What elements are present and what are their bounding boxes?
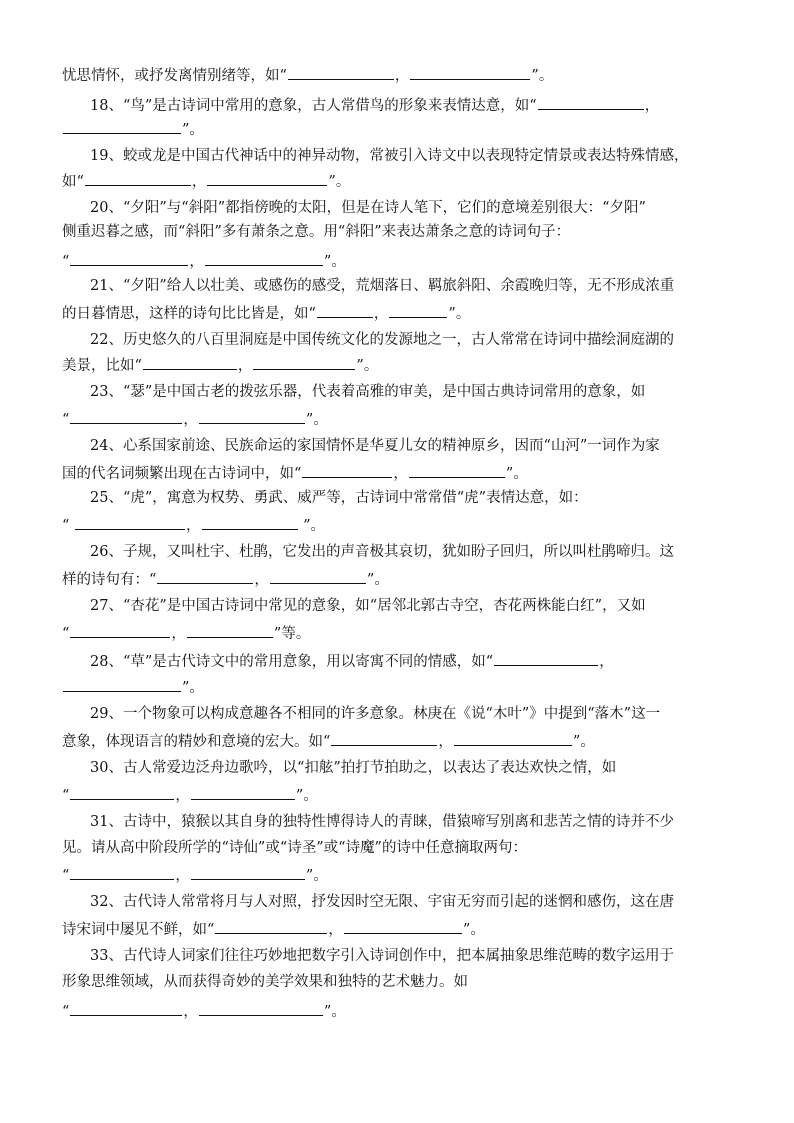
q30-line-1: 30、古人常爱边泛舟边歌吟，以“扣舷”拍打节拍助之，以表达了表达欢快之情，如 — [90, 760, 617, 776]
answer-blank[interactable] — [187, 622, 273, 638]
q32-line-1: 32、古代诗人常常将月与人对照，抒发因时空无限、宇宙无穷而引起的迷惘和感伤，这在唐 — [90, 894, 674, 910]
q21-line-1: 21、“夕阳”给人以壮美、或感伤的感受，荒烟落日、羁旅斜阳、余霞晚归等，无不形成浓重 — [90, 278, 675, 294]
answer-blank[interactable] — [199, 1000, 323, 1016]
q33-line-2: 形象思维领域，从而获得奇妙的美学效果和独特的艺术魅力。如 — [62, 974, 468, 990]
q27-line-2: “ ， ”等。 — [62, 622, 310, 644]
q18-line-1: 18、“鸟”是古诗词中常用的意象，古人常借鸟的形象来表情达意，如“ ， — [90, 94, 659, 116]
q21-line-2: 的日暮情思，这样的诗句比比皆是，如“ ， ”。 — [62, 302, 470, 324]
answer-blank[interactable] — [63, 118, 181, 134]
q22-line-2: 美景，比如“ ， ”。 — [62, 354, 378, 376]
answer-blank[interactable] — [288, 64, 394, 80]
q31-line-1: 31、古诗中，猿猴以其自身的独特性博得诗人的青睐，借猿啼写别离和悲苦之情的诗并不少 — [90, 814, 674, 830]
q33-line-1: 33、古代诗人词家们往往巧妙地把数字引入诗词创作中，把本属抽象思维范畴的数字运用于 — [90, 948, 674, 964]
answer-blank[interactable] — [70, 408, 182, 424]
q24-line-1: 24、心系国家前途、民族命运的家国情怀是华夏儿女的精神原乡，因而“山河”一词作为家 — [90, 438, 660, 454]
q26-line-2: 样的诗句有：“ ， ”。 — [62, 568, 389, 590]
answer-blank[interactable] — [202, 514, 298, 530]
answer-blank[interactable] — [331, 730, 437, 746]
answer-blank[interactable] — [317, 302, 373, 318]
answer-blank[interactable] — [494, 650, 598, 666]
answer-blank[interactable] — [302, 462, 392, 478]
q31-line-2: 见。请从高中阶段所学的“诗仙”或“诗圣”或“诗魔”的诗中任意摘取两句： — [62, 840, 527, 856]
answer-blank[interactable] — [85, 170, 191, 186]
q27-line-1: 27、“杏花”是中国古诗词中常见的意象，如“居邻北郭古寺空，杏花两株能白红”，又如 — [90, 598, 646, 614]
q28-line-2: ”。 — [62, 676, 204, 698]
answer-blank[interactable] — [215, 918, 327, 934]
q19-line-2: 如“ ， ”。 — [62, 170, 350, 192]
q20-line-1: 20、“夕阳”与“斜阳”都指傍晚的太阳，但是在诗人笔下，它们的意境差别很大：“夕阳” — [90, 200, 646, 216]
answer-blank[interactable] — [207, 170, 327, 186]
q29-line-1: 29、一个物象可以构成意趣各不相同的许多意象。林庚在《说“木叶”》中提到“落木”这一 — [90, 706, 661, 722]
answer-blank[interactable] — [389, 302, 447, 318]
answer-blank[interactable] — [70, 864, 174, 880]
answer-blank[interactable] — [454, 730, 572, 746]
q23-line-1: 23、“瑟”是中国古老的拨弦乐器，代表着高雅的审美，是中国古典诗词常用的意象，如 — [90, 384, 646, 400]
answer-blank[interactable] — [410, 64, 530, 80]
answer-blank[interactable] — [191, 784, 295, 800]
answer-blank[interactable] — [63, 676, 181, 692]
answer-blank[interactable] — [75, 514, 185, 530]
q17-line: 忧思情怀，或抒发离情别绪等，如“ ， ”。 — [62, 64, 553, 86]
q23-line-2: “ ， ”。 — [62, 408, 328, 430]
q20-line-3: “ ， ”。 — [62, 250, 346, 272]
answer-blank[interactable] — [70, 250, 188, 266]
q28-line-1: 28、“草”是古代诗文中的常用意象，用以寄寓不同的情感，如“ ， — [90, 650, 614, 672]
answer-blank[interactable] — [157, 568, 253, 584]
answer-blank[interactable] — [344, 918, 462, 934]
answer-blank[interactable] — [253, 354, 355, 370]
answer-blank[interactable] — [70, 622, 170, 638]
answer-blank[interactable] — [270, 568, 366, 584]
answer-blank[interactable] — [70, 784, 174, 800]
q30-line-2: “ ， ”。 — [62, 784, 318, 806]
answer-blank[interactable] — [409, 462, 505, 478]
answer-blank[interactable] — [199, 408, 305, 424]
q25-line-2: “ ， ”。 — [62, 514, 325, 536]
q24-line-2: 国的代名词频繁出现在古诗词中，如“ ， ”。 — [62, 462, 528, 484]
answer-blank[interactable] — [538, 94, 644, 110]
q31-line-3: “ ， ”。 — [62, 864, 328, 886]
q20-line-2: 侧重迟暮之感，而“斜阳”多有萧条之意。用“斜阳”来表达萧条之意的诗词句子： — [62, 224, 571, 240]
q33-line-3: “ ， ”。 — [62, 1000, 346, 1022]
answer-blank[interactable] — [143, 354, 237, 370]
q26-line-1: 26、子规，又叫杜宇、杜鹃，它发出的声音极其哀切，犹如盼子回归，所以叫杜鹃啼归。这 — [90, 544, 674, 560]
q22-line-1: 22、历史悠久的八百里洞庭是中国传统文化的发源地之一，古人常常在诗词中描绘洞庭湖的 — [90, 332, 674, 348]
answer-blank[interactable] — [205, 250, 323, 266]
q18-line-2: ”。 — [62, 118, 204, 140]
q29-line-2: 意象，体现语言的精妙和意境的宏大。如“ ， ”。 — [62, 730, 595, 752]
q25-line-1: 25、“虎”，寓意为权势、勇武、威严等，古诗词中常常借“虎”表情达意，如： — [90, 490, 588, 506]
answer-blank[interactable] — [70, 1000, 182, 1016]
answer-blank[interactable] — [191, 864, 305, 880]
q32-line-2: 诗宋词中屡见不鲜，如“ ， ”。 — [62, 918, 485, 940]
q19-line-1: 19、蛟或龙是中国古代神话中的神异动物，常被引入诗文中以表现特定情景或表达特殊情感， — [90, 148, 689, 164]
